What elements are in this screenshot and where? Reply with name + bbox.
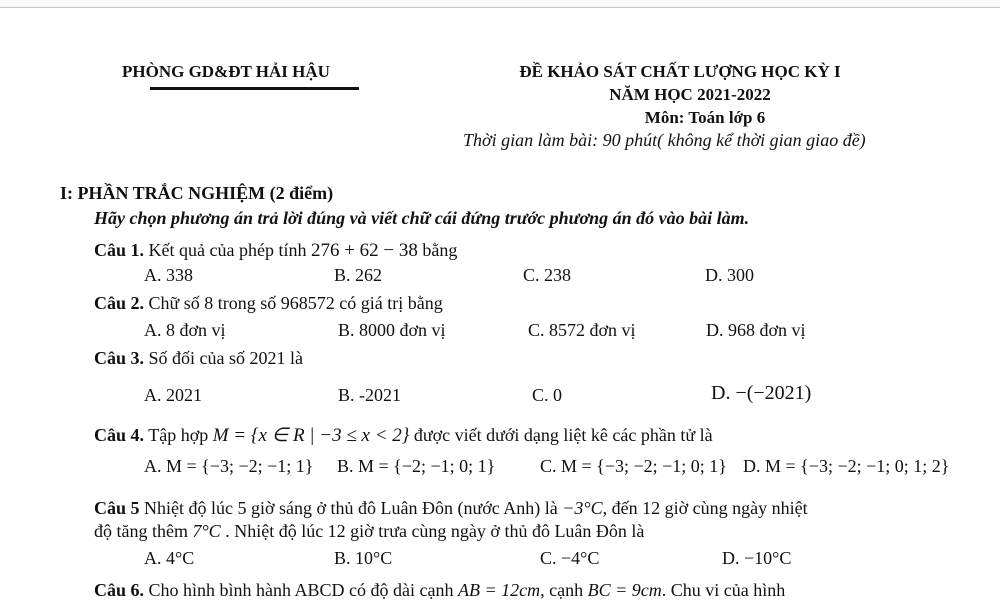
set-definition: M = {x ∈ R | −3 ≤ x < 2} xyxy=(212,425,410,446)
q5-option-b: B. 10°C xyxy=(334,548,393,568)
q3-option-d: D. −(−2021) xyxy=(711,382,812,404)
question-label: Câu 1. xyxy=(94,240,145,260)
question-label: Câu 2. xyxy=(94,293,145,313)
subject: Môn: Toán lớp 6 xyxy=(644,108,766,127)
question-5-cont: độ tăng thêm 7°C . Nhiệt độ lúc 12 giờ trưa cùng ngày ở thủ đô Luân Đôn là xyxy=(94,521,645,541)
q3-option-a: A. 2021 xyxy=(144,385,202,405)
question-3: Câu 3. Số đối của số 2021 là xyxy=(94,348,304,368)
q2-option-b: B. 8000 đơn vị xyxy=(338,320,446,340)
question-label: Câu 3. xyxy=(94,348,145,368)
q4-option-c: C. M = {−3; −2; −1; 0; 1} xyxy=(540,456,727,476)
q1-option-c: C. 238 xyxy=(523,265,572,285)
temperature-start: −3°C xyxy=(562,498,603,518)
q2-option-c: C. 8572 đơn vị xyxy=(528,320,636,340)
q4-option-d: D. M = {−3; −2; −1; 0; 1; 2} xyxy=(743,456,950,476)
question-2: Câu 2. Chữ số 8 trong số 968572 có giá trị bằng xyxy=(94,293,443,313)
q2-option-d: D. 968 đơn vị xyxy=(706,320,806,340)
q5-option-a: A. 4°C xyxy=(144,548,195,568)
question-4: Câu 4. Tập hợp M = {x ∈ R | −3 ≤ x < 2} được viết dưới dạng liệt kê các phần tử là xyxy=(94,425,713,446)
question-label: Câu 4. xyxy=(94,425,145,445)
side-ab: AB = 12cm xyxy=(458,580,541,600)
question-5: Câu 5 Nhiệt độ lúc 5 giờ sáng ở thủ đô Luân Đôn (nước Anh) là −3°C, đến 12 giờ cùng ngày nhiệt xyxy=(94,498,808,518)
side-bc: BC = 9cm xyxy=(587,580,662,600)
math-expression: 276 + 62 − 38 xyxy=(310,240,418,261)
q2-option-a: A. 8 đơn vị xyxy=(144,320,226,340)
q5-option-c: C. −4°C xyxy=(540,548,600,568)
q4-option-a: A. M = {−3; −2; −1; 1} xyxy=(144,456,314,476)
question-6: Câu 6. Cho hình bình hành ABCD có độ dài cạnh AB = 12cm, cạnh BC = 9cm. Chu vi của hình xyxy=(94,580,786,600)
q1-option-d: D. 300 xyxy=(705,265,754,285)
title-underline xyxy=(150,87,359,90)
q3-option-b: B. -2021 xyxy=(338,385,401,405)
temperature-increase: 7°C xyxy=(192,521,221,541)
question-1: Câu 1. Kết quả của phép tính 276 + 62 − 38 bằng xyxy=(94,240,458,261)
department-title: PHÒNG GD&ĐT HẢI HẬU xyxy=(122,62,330,81)
time-note: Thời gian làm bài: 90 phút( không kể thời gian giao đề) xyxy=(463,130,866,150)
section-title: I: PHẦN TRẮC NGHIỆM (2 điểm) xyxy=(60,183,334,203)
top-border xyxy=(0,0,1000,8)
q1-option-a: A. 338 xyxy=(144,265,193,285)
question-label: Câu 6. xyxy=(94,580,145,600)
section-instruction: Hãy chọn phương án trả lời đúng và viết chữ cái đứng trước phương án đó vào bài làm. xyxy=(94,208,750,228)
school-year: NĂM HỌC 2021-2022 xyxy=(609,85,771,104)
q3-option-c: C. 0 xyxy=(532,385,563,405)
question-label: Câu 5 xyxy=(94,498,140,518)
q4-option-b: B. M = {−2; −1; 0; 1} xyxy=(337,456,496,476)
q1-option-b: B. 262 xyxy=(334,265,383,285)
exam-title: ĐỀ KHẢO SÁT CHẤT LƯỢNG HỌC KỲ I xyxy=(519,62,841,81)
q5-option-d: D. −10°C xyxy=(722,548,792,568)
